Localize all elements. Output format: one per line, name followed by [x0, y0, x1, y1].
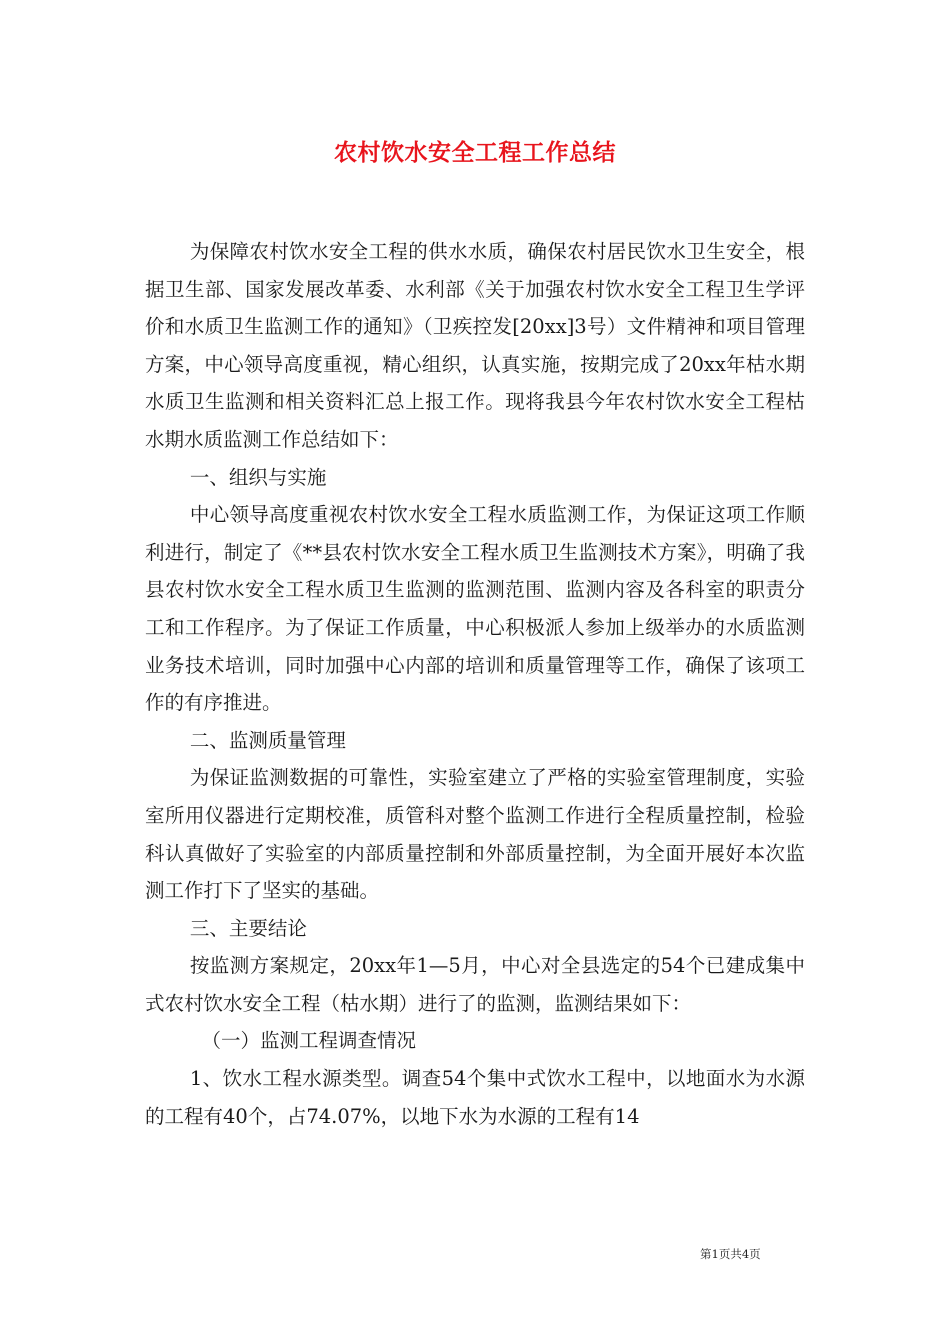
conclusions-paragraph: 按监测方案规定，20xx年1—5月，中心对全县选定的54个已建成集中式农村饮水安全工程（枯水期）进行了的监测，监测结果如下： [145, 954, 805, 1015]
quality-paragraph: 为保证监测数据的可靠性，实验室建立了严格的实验室管理制度，实验室所用仪器进行定期校准，质管科对整个监测工作进行全程质量控制，检验科认真做好了实验室的内部质量控制和外部质量控制，为全面开展好本次监测工作打下了坚实的基础。 [145, 766, 805, 903]
section-heading-organization: 一、组织与实施 [189, 465, 327, 489]
subsection-heading-survey: （一）监测工程调查情况 [201, 1029, 417, 1053]
water-source-paragraph: 1、饮水工程水源类型。调查54个集中式饮水工程中，以地面水为水源的工程有40个，占74.07%，以地下水为水源的工程有14 [145, 1067, 805, 1128]
section-heading-conclusions: 三、主要结论 [189, 916, 307, 940]
page-number: 第1页共4页 [700, 1247, 761, 1261]
section-heading-quality: 二、监测质量管理 [189, 728, 346, 752]
document-body [145, 233, 805, 1135]
document-title: 农村饮水安全工程工作总结 [334, 140, 616, 166]
organization-paragraph: 中心领导高度重视农村饮水安全工程水质监测工作，为保证这项工作顺利进行，制定了《**县农村饮水安全工程水质卫生监测技术方案》，明确了我县农村饮水安全工程水质卫生监测的监测范围、监测内容及各科室的职责分工和工作程序。为了保证工作质量，中心积极派人参加上级举办的水质监测业务技术培训，同时加强中心内部的培训和质量管理等工作，确保了该项工作的有序推进。 [145, 503, 805, 715]
intro-paragraph: 为保障农村饮水安全工程的供水水质，确保农村居民饮水卫生安全，根据卫生部、国家发展改革委、水利部《关于加强农村饮水安全工程卫生学评价和水质卫生监测工作的通知》（卫疾控发[20xx]3号）文件精神和项目管理方案，中心领导高度重视，精心组织，认真实施，按期完成了20xx年枯水期水质卫生监测和相关资料汇总上报工作。现将我县今年农村饮水安全工程枯水期水质监测工作总结如下： [145, 240, 805, 451]
